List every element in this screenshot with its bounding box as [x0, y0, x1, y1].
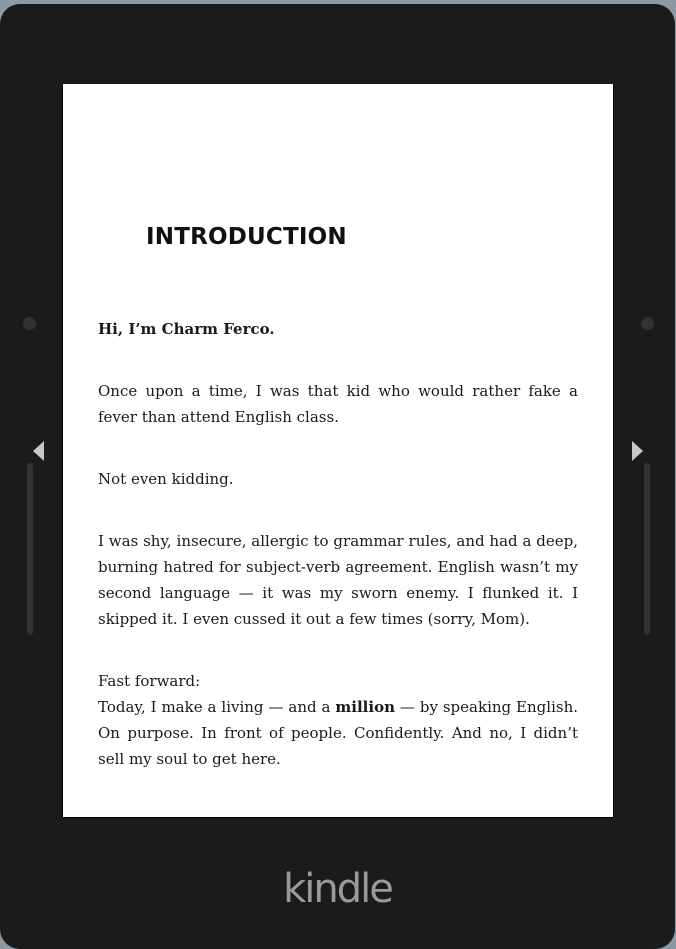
paragraph-5-end: — by speaking English. On purpose. In front of people. Confidently. And no, I didn’t sell my soul to get here.	[98, 698, 578, 768]
left-sensor-dot	[23, 317, 36, 330]
paragraph-5-start: Today, I make a living — and a	[98, 698, 336, 716]
kindle-logo: kindle	[283, 866, 392, 912]
right-sensor-dot	[641, 317, 654, 330]
next-page-arrow-icon[interactable]	[632, 441, 643, 461]
bold-word: million	[335, 698, 395, 716]
paragraph-1: Once upon a time, I was that kid who would rather fake a fever than attend English class.	[98, 382, 578, 426]
kindle-device	[0, 4, 675, 949]
chapter-heading: INTRODUCTION	[146, 224, 347, 250]
paragraph-3: I was shy, insecure, allergic to grammar rules, and had a deep, burning hatred for subject-verb agreement. English wasn’t my second language — it was my sworn enemy. I flunked it. I skipped it. I even cussed it out a few times (sorry, Mom).	[98, 532, 578, 628]
previous-page-arrow-icon[interactable]	[33, 441, 44, 461]
left-page-turn-rail[interactable]	[27, 463, 33, 635]
greeting-paragraph: Hi, I’m Charm Ferco.	[98, 320, 275, 338]
paragraph-2: Not even kidding.	[98, 470, 234, 488]
paragraph-4: Fast forward:	[98, 672, 201, 690]
book-page	[63, 84, 613, 817]
paragraph-5	[98, 694, 578, 772]
right-page-turn-rail[interactable]	[644, 463, 650, 635]
page-body	[98, 316, 578, 808]
